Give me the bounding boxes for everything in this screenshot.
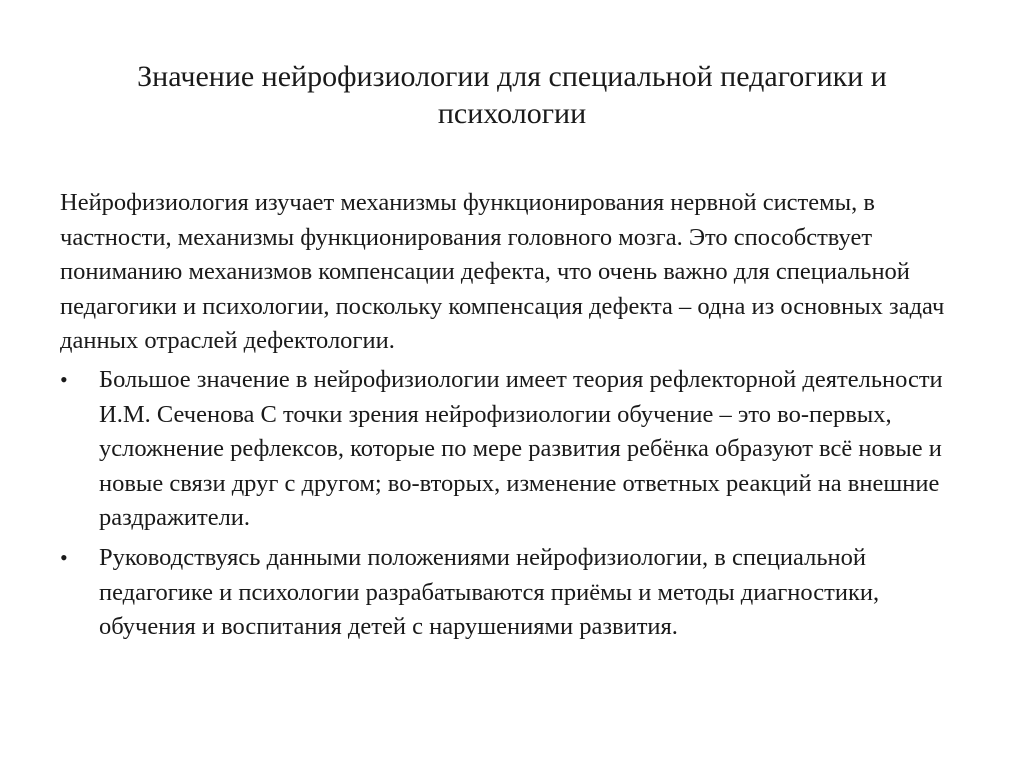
slide-content (60, 186, 972, 650)
bullet-item (60, 541, 972, 645)
slide-title: Значение нейрофизиологии для специальной педагогики и психологии (137, 60, 887, 130)
lead-paragraph: Нейрофизиология изучает механизмы функционирования нервной системы, в частности, механизмы функционирования головного мозга. Это способствует пониманию механизмов компенсации дефекта, что очень важно для специальной педагогики и психологии, поскольку компенсация дефекта – одна из основных задач данных отраслей дефектологии. (60, 189, 945, 355)
bullet-list (60, 363, 972, 645)
bullet-text: Большое значение в нейрофизиологии имеет теория рефлекторной деятельности И.М. Сеченова С точки зрения нейрофизиологии обучение – это во-первых, усложнение рефлексов, которые по мере развития ребёнка образуют всё новые и новые связи друг с другом; во-вторых, изменение ответных реакций на внешние раздражители. (99, 365, 943, 532)
bullet-marker: • (60, 544, 68, 570)
bullet-text: Руководствуясь данными положениями нейрофизиологии, в специальной педагогике и психологии разрабатываются приёмы и методы диагностики, обучения и воспитания детей с нарушениями развития. (99, 543, 880, 641)
bullet-marker: • (60, 366, 68, 392)
bullet-item (60, 363, 972, 536)
